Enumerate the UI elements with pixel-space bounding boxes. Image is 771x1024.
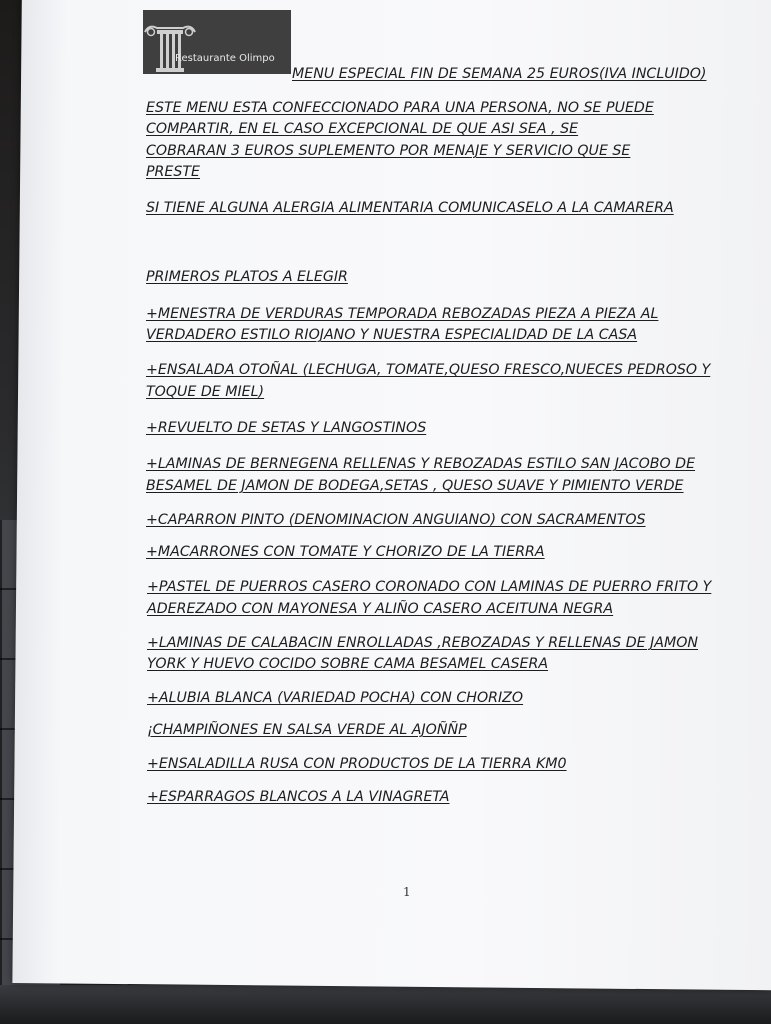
logo-label: Restaurante Olimpo (175, 53, 275, 64)
dish-line: VERDADERO ESTILO RIOJANO Y NUESTRA ESPECIALIDAD DE LA CASA (146, 327, 638, 343)
allergy-notice: SI TIENE ALGUNA ALERGIA ALIMENTARIA COMUNICASELO A LA CAMARERA (146, 200, 674, 216)
dish-line: BESAMEL DE JAMON DE BODEGA,SETAS , QUESO SUAVE Y PIMIENTO VERDE (146, 478, 684, 494)
dish-line: +ALUBIA BLANCA (VARIEDAD POCHA) CON CHORIZO (147, 690, 524, 706)
dish-line: +ENSALADILLA RUSA CON PRODUCTOS DE LA TIERRA KM0 (147, 756, 567, 772)
restaurant-logo (143, 10, 291, 74)
page-number: 1 (403, 885, 411, 899)
dish-line: +LAMINAS DE BERNEGENA RELLENAS Y REBOZADAS ESTILO SAN JACOBO DE (146, 456, 696, 472)
notice-line: PRESTE (146, 164, 201, 180)
dish-line: TOQUE DE MIEL) (146, 384, 265, 400)
column-icon (143, 10, 291, 74)
dish-line: +REVUELTO DE SETAS Y LANGOSTINOS (146, 420, 427, 436)
dish-line: +ESPARRAGOS BLANCOS A LA VINAGRETA (147, 789, 450, 805)
dish-line: ¡CHAMPIÑONES EN SALSA VERDE AL AJOÑÑP (147, 722, 467, 738)
notice-line: COBRARAN 3 EUROS SUPLEMENTO POR MENAJE Y SERVICIO QUE SE (146, 143, 631, 159)
dish-line: +MACARRONES CON TOMATE Y CHORIZO DE LA TIERRA (146, 544, 545, 560)
dish-line: +MENESTRA DE VERDURAS TEMPORADA REBOZADAS PIEZA A PIEZA AL (146, 306, 659, 322)
dish-line: +LAMINAS DE CALABACIN ENROLLADAS ,REBOZADAS Y RELLENAS DE JAMON (147, 635, 699, 651)
dish-line: YORK Y HUEVO COCIDO SOBRE CAMA BESAMEL CASERA (147, 656, 549, 672)
menu-title: MENU ESPECIAL FIN DE SEMANA 25 EUROS(IVA INCLUIDO) (292, 66, 707, 82)
dish-line: +ENSALADA OTOÑAL (LECHUGA, TOMATE,QUESO FRESCO,NUECES PEDROSO Y (146, 362, 711, 378)
notice-line: ESTE MENU ESTA CONFECCIONADO PARA UNA PERSONA, NO SE PUEDE (146, 100, 654, 116)
section-heading: PRIMEROS PLATOS A ELEGIR (146, 269, 348, 285)
dish-line: +CAPARRON PINTO (DENOMINACION ANGUIANO) CON SACRAMENTOS (146, 512, 646, 528)
background-floor (0, 985, 771, 1024)
dish-line: +PASTEL DE PUERROS CASERO CORONADO CON LAMINAS DE PUERRO FRITO Y (147, 579, 712, 595)
notice-line: COMPARTIR, EN EL CASO EXCEPCIONAL DE QUE ASI SEA , SE (146, 121, 579, 137)
dish-line: ADEREZADO CON MAYONESA Y ALIÑO CASERO ACEITUNA NEGRA (147, 601, 614, 617)
